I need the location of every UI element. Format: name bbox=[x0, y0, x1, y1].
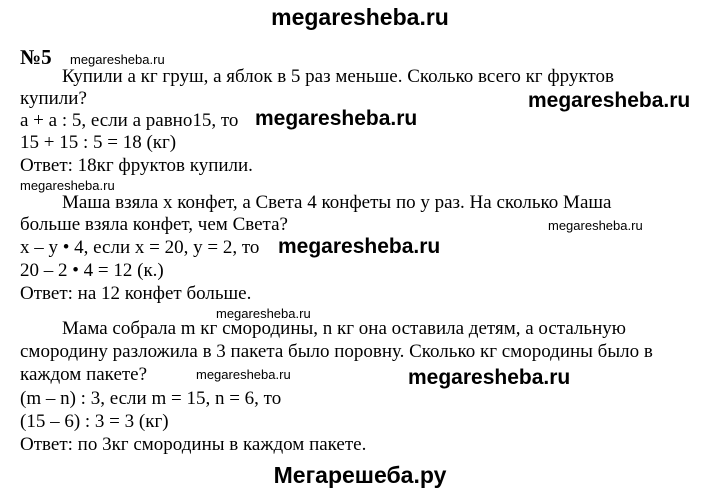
problem1-expression: a + a : 5, если a равно15, то bbox=[20, 110, 239, 131]
task-number: №5 bbox=[20, 45, 52, 69]
watermark-small: megaresheba.ru bbox=[548, 218, 643, 233]
problem2-expression: x – y • 4, если x = 20, y = 2, то bbox=[20, 237, 260, 258]
problem1-answer: Ответ: 18кг фруктов купили. bbox=[20, 155, 253, 176]
header-watermark: megaresheba.ru bbox=[271, 4, 449, 30]
problem2-line1: Маша взяла x конфет, а Света 4 конфеты по y раз. На сколько Маша bbox=[62, 192, 612, 213]
watermark-big: megaresheba.ru bbox=[278, 235, 441, 258]
watermark-big: megaresheba.ru bbox=[528, 89, 691, 112]
problem3-answer: Ответ: по 3кг смородины в каждом пакете. bbox=[20, 434, 367, 455]
watermark-small: megaresheba.ru bbox=[70, 52, 165, 67]
watermark-small: megaresheba.ru bbox=[216, 306, 311, 321]
problem3-calculation: (15 – 6) : 3 = 3 (кг) bbox=[20, 411, 169, 432]
problem2-answer: Ответ: на 12 конфет больше. bbox=[20, 283, 252, 304]
problem1-line1: Купили a кг груш, а яблок в 5 раз меньше. Сколько всего кг фруктов bbox=[62, 66, 614, 87]
problem3-line2: смородину разложила в 3 пакета было поровну. Сколько кг смородины было в bbox=[20, 341, 653, 362]
watermark-small: megaresheba.ru bbox=[196, 367, 291, 382]
footer-watermark: Мегарешеба.ру bbox=[273, 462, 447, 488]
problem2-calculation: 20 – 2 • 4 = 12 (к.) bbox=[20, 260, 164, 281]
watermark-small: megaresheba.ru bbox=[20, 178, 115, 193]
watermark-big: megaresheba.ru bbox=[255, 107, 418, 130]
problem3-line3: каждом пакете? bbox=[20, 364, 148, 385]
watermark-big: megaresheba.ru bbox=[408, 366, 571, 389]
problem3-expression: (m – n) : 3, если m = 15, n = 6, то bbox=[20, 388, 282, 409]
problem1-line2: купили? bbox=[20, 88, 87, 109]
problem2-line2: больше взяла конфет, чем Света? bbox=[20, 214, 288, 235]
problem3-line1: Мама собрала m кг смородины, n кг она оставила детям, а остальную bbox=[62, 318, 626, 339]
problem1-calculation: 15 + 15 : 5 = 18 (кг) bbox=[20, 132, 177, 153]
